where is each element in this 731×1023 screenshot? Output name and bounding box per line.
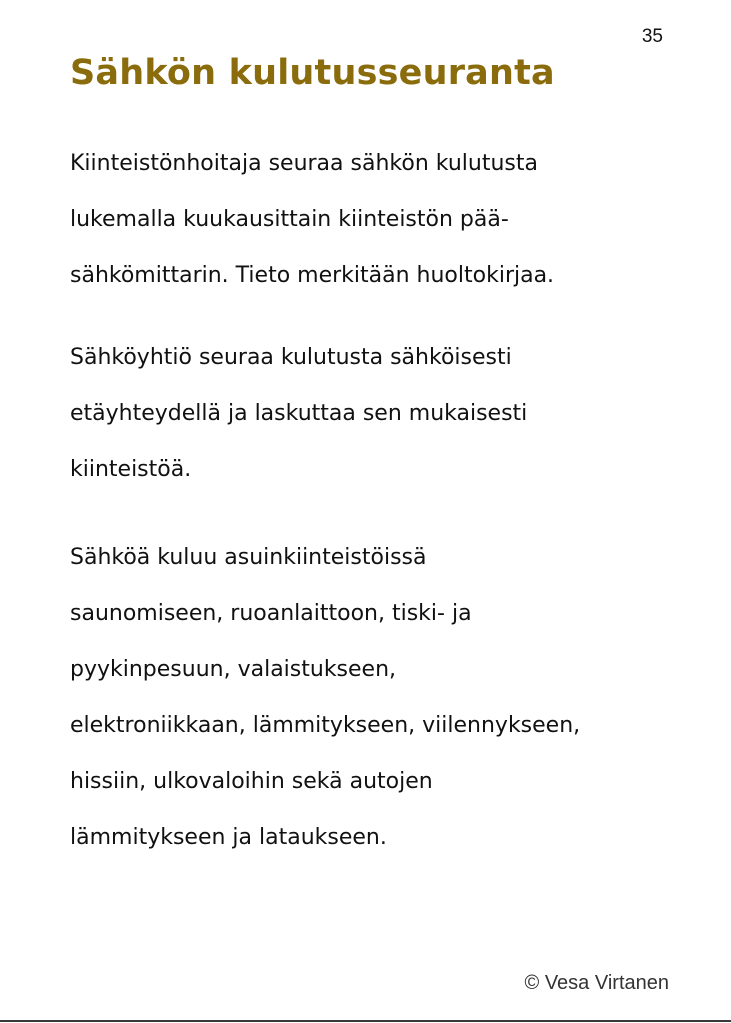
text-line: etäyhteydellä ja laskuttaa sen mukaisesti [70,401,528,426]
copyright-notice: © Vesa Virtanen [524,972,669,994]
text-line: Sähköä kuluu asuinkiinteistöissä [70,545,427,570]
text-line: elektroniikkaan, lämmitykseen, viilennykseen, [70,713,581,738]
text-line: lukemalla kuukausittain kiinteistön pää- [70,207,509,232]
text-line: saunomiseen, ruoanlaittoon, tiski- ja [70,601,472,626]
paragraph-remote-billing [70,330,700,498]
text-line: Sähköyhtiö seuraa kulutusta sähköisesti [70,345,512,370]
text-line: pyykinpesuun, valaistukseen, [70,657,397,682]
paragraph-consumption-uses [70,530,700,866]
bottom-divider [0,1020,731,1022]
text-line: lämmitykseen ja lataukseen. [70,825,387,850]
page-number: 35 [641,26,663,47]
text-line: kiinteistöä. [70,457,192,482]
paragraph-meter-reading [70,136,700,304]
text-line: sähkömittarin. Tieto merkitään huoltokirjaa. [70,263,555,288]
text-line: Kiinteistönhoitaja seuraa sähkön kulutusta [70,151,538,176]
text-line: hissiin, ulkovaloihin sekä autojen [70,769,433,794]
page-title: Sähkön kulutusseuranta [70,53,555,93]
